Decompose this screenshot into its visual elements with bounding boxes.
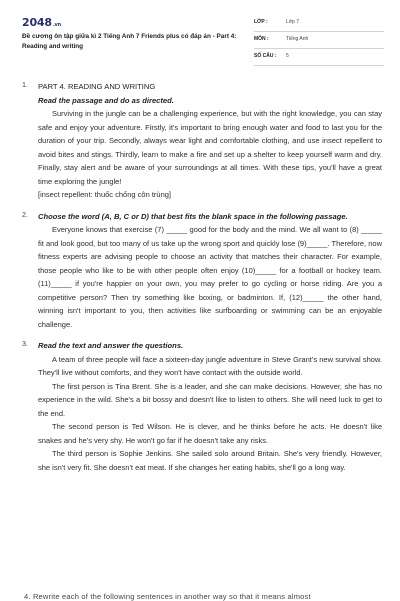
meta-label: MÔN : [254,36,269,42]
question-number: 3. [22,339,28,348]
vocabulary-note: [insect repellent: thuốc chống côn trùng] [38,190,172,199]
question-3 [24,339,382,474]
question-instruction: Choose the word (A, B, C or D) that best fits the blank space in the following passage. [38,211,348,221]
question-2 [24,210,382,332]
meta-value: 5 [286,53,289,59]
question-instruction: Read the passage and do as directed. [38,95,174,105]
meta-row-question-count [254,50,384,66]
passage-paragraph: Surviving in the jungle can be a challenging experience, but with the right knowledge, you can stay safe and enjoy your adventure. Firstly, it's important to bring enough water and food to last you for the duration of your trip. Secondly, always wear light and comfortable clothing, and use insect repellent to avoid bites and stings. Thirdly, learn to make a fire and set up a shelter to keep yourself warm and dry. Finally, stay alert and be aware of your surroundings at all times. With these tips, you'll have a great time exploring the jungle! [38,109,382,186]
passage-paragraph: A team of three people will face a sixteen-day jungle adventure in Steve Grant's new survival show. They'll live without comforts, and they won't have contact with the outside world. [38,354,382,377]
passage-paragraph: The third person is Sophie Jenkins. She sailed solo around Britain. She's very friendly. However, she isn't very fit. She doesn't eat meat. If she changes her eating habits, she'll go a long way. [38,449,382,472]
meta-row-subject [254,33,384,49]
meta-value: Tiếng Anh [286,36,309,42]
next-question-cutoff: 4. Rewrite each of the following sentences in another way so that it means almost [24,592,311,601]
meta-row-class [254,16,384,32]
meta-label: SỐ CÂU : [254,53,277,59]
passage-paragraph: Everyone knows that exercise (7) _____ good for the body and the mind. We all want to (8) _____ fit and look good, but too many of us take up the wrong sport and quickly lose (9)_____. Therefore, now fitness experts are advising people to choose an activity that matches their character. For example, those people who like to be with other people often enjoy (10)_____ for a football or hockey team. (11)_____ if you're happier on your own, you may prefer to go cycling or horse riding. Are you a competitive person? Then try something like boxing, or badminton. If, (12)_____ the other hand, winning isn't important to you, then activities like surfboarding or swimming can be an enjoyable challenge. [38,225,382,329]
question-number: 1. [22,80,28,89]
document-meta [254,16,384,67]
site-logo[interactable] [22,16,61,29]
passage-paragraph: The first person is Tina Brent. She is a leader, and she can make decisions. However, she has no experience in the wild. She's a bit bossy and doesn't like to listen to others. She will need luck to get to the end. [38,381,382,418]
document-header [22,12,382,62]
question-1 [24,80,382,202]
passage-paragraph: The second person is Ted Wilson. He is clever, and he thinks before he acts. He doesn't like snakes and he's very shy. He won't go far if he doesn't take any risks. [38,422,382,445]
question-instruction: Read the text and answer the questions. [38,341,184,350]
meta-value: Lớp 7 [286,19,300,25]
document-title: Đề cương ôn tập giữa kì 2 Tiếng Anh 7 Friends plus có đáp án - Part 4: Reading and writing [22,33,237,50]
document-content [24,80,382,474]
logo-text: 2048 [22,16,52,29]
part-heading: PART 4. READING AND WRITING [38,82,156,91]
logo-suffix: .vn [52,22,61,28]
meta-label: LỚP : [254,19,268,25]
question-number: 2. [22,209,28,219]
